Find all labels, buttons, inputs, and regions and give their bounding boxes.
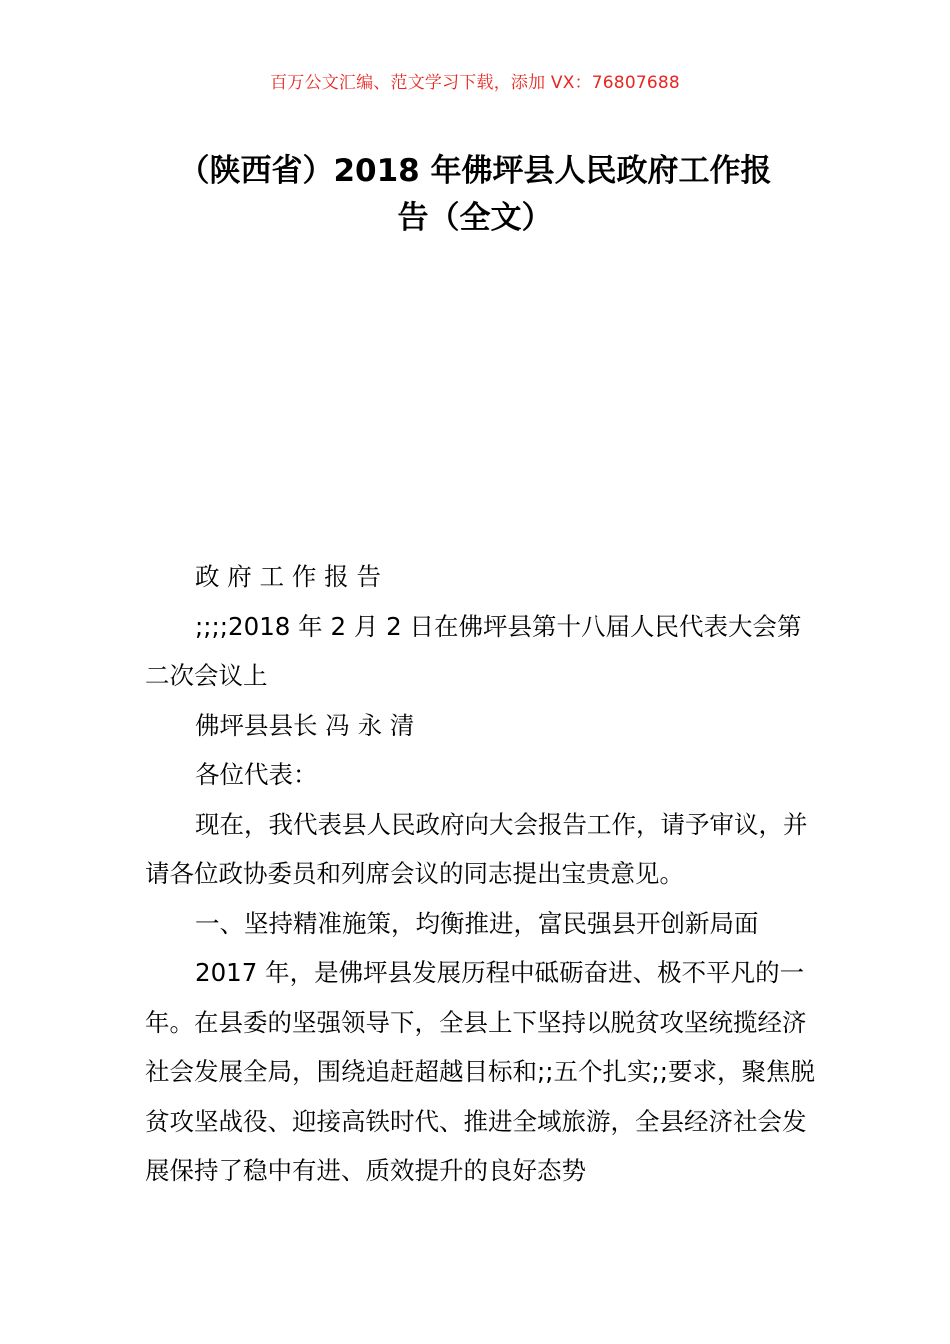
body-paragraph: 2017 年，是佛坪县发展历程中砥砺奋进、极不平凡的一年。在县委的坚强领导下，全县上下坚持以脱贫攻坚统揽经济社会发展全局，围绕追赶超越目标和;;五个扎实;;要求，聚焦脱贫攻坚战役、迎接高铁时代、推进全域旅游，全县经济社会发展保持了稳中有进、质效提升的良好态势 (145, 958, 816, 1185)
meeting-info: ;;;;2018 年 2 月 2 日在佛坪县第十八届人民代表大会第二次会议上 (145, 611, 802, 690)
document-title (130, 148, 820, 242)
speaker-line: 佛坪县县长 冯 永 清 (195, 710, 415, 740)
title-line-1: （陕西省）2018 年佛坪县人民政府工作报 (178, 153, 772, 189)
document-body (145, 552, 815, 1196)
salutation: 各位代表： (195, 760, 318, 789)
body-paragraph: 现在，我代表县人民政府向大会报告工作，请予审议，并请各位政协委员和列席会议的同志提出宝贵意见。 (145, 809, 808, 888)
report-heading: 政 府 工 作 报 告 (195, 562, 381, 591)
promo-header: 百万公文汇编、范文学习下载，添加 VX：76807688 (270, 73, 680, 93)
title-line-2: 告（全文） (397, 200, 553, 236)
section-heading: 一、坚持精准施策，均衡推进，富民强县开创新局面 (195, 908, 759, 938)
